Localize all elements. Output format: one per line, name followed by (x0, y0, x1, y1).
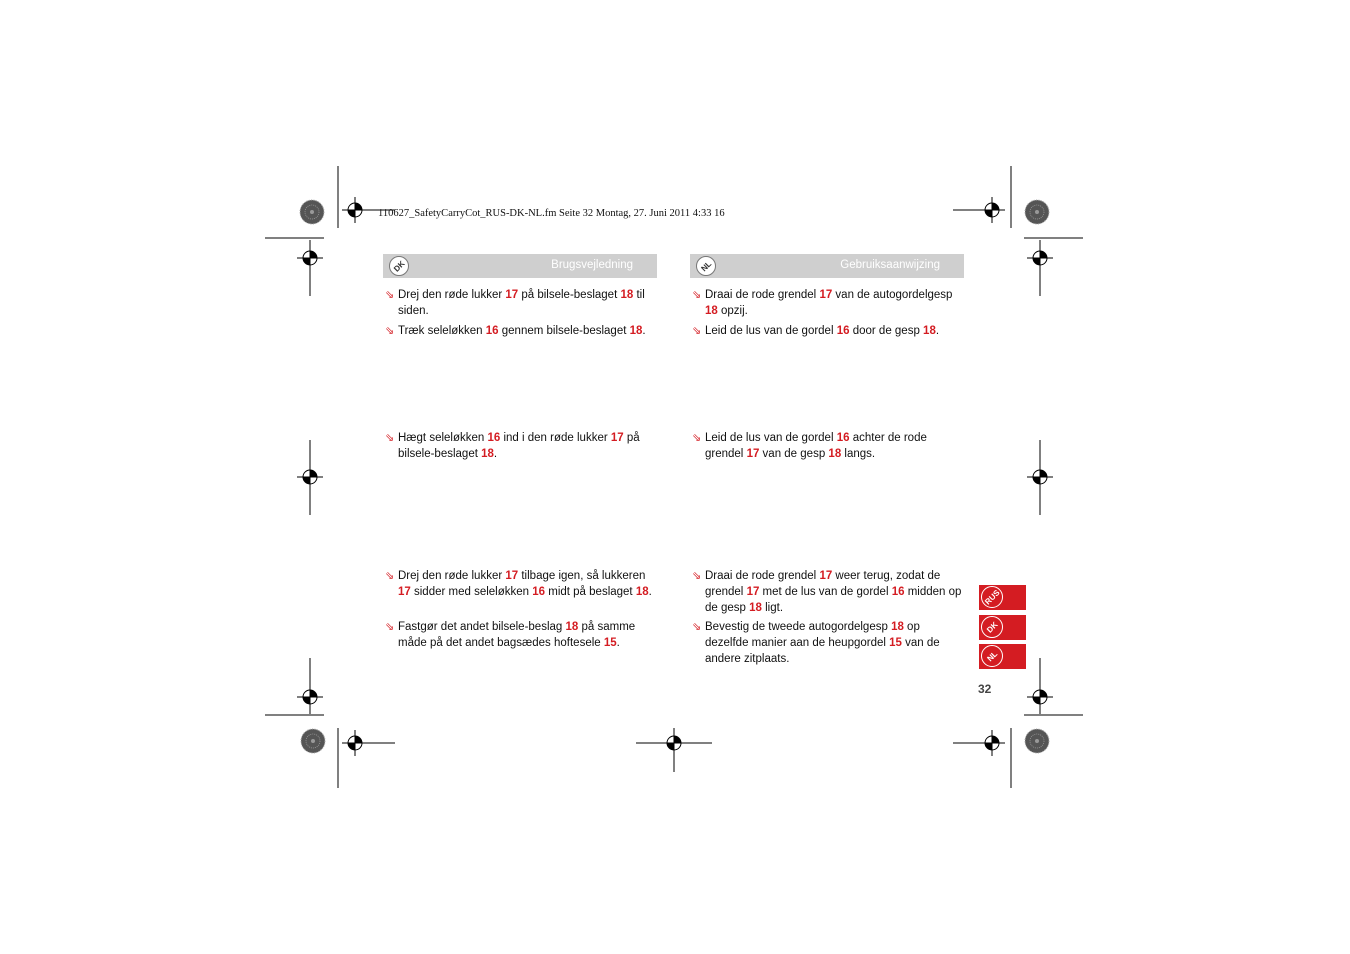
part-reference-number: 18 (481, 448, 494, 460)
section-title-nl: Gebruiksaanwijzing (840, 259, 940, 271)
step-text-segment: midt på beslaget (545, 586, 636, 598)
file-header: 110627_SafetyCarryCot_RUS-DK-NL.fm Seite 32 Montag, 27. Juni 2011 4:33 16 (378, 208, 725, 219)
step-text-segment: van de andere zitplaats. (705, 637, 940, 665)
language-tab-label: NL (976, 640, 1007, 671)
part-reference-number: 17 (819, 289, 833, 301)
step-text (385, 323, 655, 339)
language-tab-label: RUS (976, 581, 1007, 612)
step-text-segment: van de gesp (759, 448, 829, 460)
part-reference-number: 17 (819, 570, 833, 582)
nl-step (692, 619, 962, 667)
part-reference-number: 16 (891, 586, 905, 598)
part-reference-number: 16 (836, 325, 850, 337)
part-reference-number: 17 (746, 586, 760, 598)
step-arrow-icon: ⇘ (692, 570, 702, 582)
step-text-segment: tilbage igen, så lukkeren (518, 570, 646, 582)
part-reference-number: 18 (620, 289, 634, 301)
part-reference-number: 17 (746, 448, 760, 460)
step-text (692, 287, 962, 319)
language-tab-label: DK (976, 611, 1007, 642)
part-reference-number: 18 (635, 586, 649, 598)
dk-step (385, 619, 655, 651)
part-reference-number: 17 (505, 570, 519, 582)
part-reference-number: 15 (603, 637, 617, 649)
step-text (692, 568, 962, 616)
step-text-segment: Bevestig de tweede autogordelgesp (705, 621, 892, 633)
part-reference-number: 18 (629, 325, 643, 337)
step-text-segment: . (642, 325, 646, 337)
part-reference-number: 18 (565, 621, 579, 633)
step-text (385, 568, 655, 600)
step-text (385, 287, 655, 319)
step-text-segment: door de gesp (849, 325, 924, 337)
part-reference-number: 16 (836, 432, 850, 444)
step-arrow-icon: ⇘ (692, 289, 702, 301)
step-text-segment: på bilsele-beslaget (518, 289, 621, 301)
language-tab-rus (979, 585, 1026, 610)
dk-step (385, 323, 655, 339)
step-text-segment: Drej den røde lukker (398, 289, 506, 301)
section-title-dk: Brugsvejledning (551, 259, 633, 271)
step-text-segment: Draai de rode grendel (705, 289, 820, 301)
step-text-segment: . (616, 637, 620, 649)
step-text-segment: på bilsele-beslaget (398, 432, 640, 460)
step-arrow-icon: ⇘ (692, 621, 702, 633)
part-reference-number: 18 (923, 325, 936, 337)
part-reference-number: 18 (705, 305, 718, 317)
part-reference-number: 16 (487, 432, 501, 444)
step-text (692, 430, 962, 462)
step-text-segment: . (648, 586, 652, 598)
part-reference-number: 17 (505, 289, 519, 301)
step-text-segment: op dezelfde manier aan de heupgordel (705, 621, 920, 649)
step-text-segment: . (935, 325, 940, 337)
dk-step (385, 430, 655, 462)
section-bar-dk (383, 254, 657, 278)
nl-step (692, 568, 962, 616)
step-text-segment: . (493, 448, 498, 460)
part-reference-number: 17 (398, 586, 411, 598)
step-text-segment: Draai de rode grendel (705, 570, 820, 582)
step-text-segment: weer terug, zodat de grendel (705, 570, 941, 598)
step-text-segment: opzij. (717, 305, 748, 317)
step-text-segment: langs. (841, 448, 876, 460)
step-arrow-icon: ⇘ (385, 621, 395, 633)
part-reference-number: 18 (749, 602, 762, 614)
step-text-segment: achter de rode grendel (705, 432, 927, 460)
nl-step (692, 323, 962, 339)
step-text-segment: ind i den røde lukker (500, 432, 611, 444)
part-reference-number: 16 (485, 325, 499, 337)
step-text (385, 619, 655, 651)
part-reference-number: 18 (891, 621, 904, 633)
part-reference-number: 16 (532, 586, 546, 598)
step-text-segment: gennem bilsele-beslaget (498, 325, 630, 337)
page-number: 32 (978, 682, 992, 696)
step-arrow-icon: ⇘ (385, 432, 395, 444)
step-text-segment: sidder med seleløkken (410, 586, 533, 598)
step-text (385, 430, 655, 462)
step-arrow-icon: ⇘ (385, 325, 395, 337)
step-text-segment: ligt. (761, 602, 784, 614)
language-tab-dk (979, 615, 1026, 640)
step-text-segment: til siden. (398, 289, 645, 317)
part-reference-number: 15 (889, 637, 902, 649)
nl-step (692, 430, 962, 462)
step-text-segment: midden op de gesp (705, 586, 962, 614)
section-bar-nl (690, 254, 964, 278)
step-arrow-icon: ⇘ (692, 325, 702, 337)
step-text-segment: Leid de lus van de gordel (705, 325, 837, 337)
part-reference-number: 17 (610, 432, 624, 444)
step-text (692, 619, 962, 667)
step-text-segment: Fastgør det andet bilsele-beslag (398, 621, 566, 633)
step-text (692, 323, 962, 339)
step-text-segment: Drej den røde lukker (398, 570, 506, 582)
step-text-segment: van de autogordelgesp (832, 289, 953, 301)
dk-step (385, 568, 655, 600)
step-text-segment: Leid de lus van de gordel (705, 432, 837, 444)
dk-step (385, 287, 655, 319)
step-text-segment: på samme måde på det andet bagsædes hoftesele (398, 621, 636, 649)
nl-step (692, 287, 962, 319)
step-arrow-icon: ⇘ (692, 432, 702, 444)
language-badge-dk: DK (385, 252, 413, 280)
step-text-segment: met de lus van de gordel (759, 586, 892, 598)
step-text-segment: Træk seleløkken (398, 325, 486, 337)
part-reference-number: 18 (828, 448, 842, 460)
language-tab-nl (979, 644, 1026, 669)
language-badge-nl: NL (692, 252, 720, 280)
step-text-segment: Hægt seleløkken (398, 432, 488, 444)
step-arrow-icon: ⇘ (385, 570, 395, 582)
step-arrow-icon: ⇘ (385, 289, 395, 301)
